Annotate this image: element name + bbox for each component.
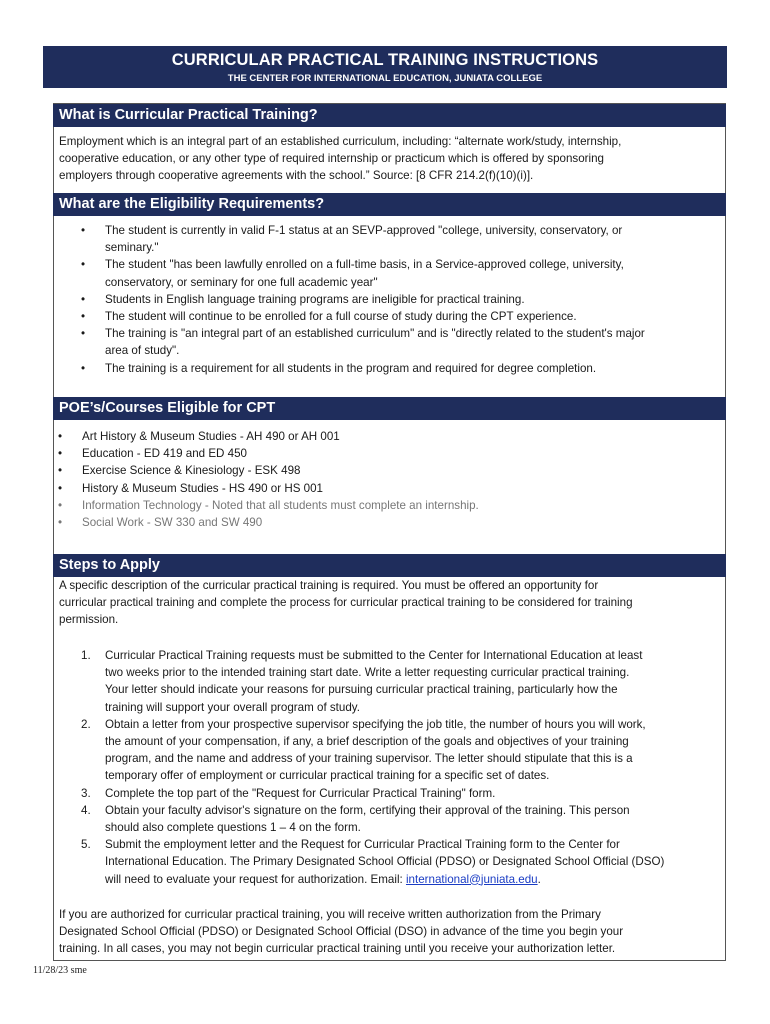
bullet-icon: • xyxy=(58,481,63,495)
text-line: seminary." xyxy=(105,241,159,255)
list-item xyxy=(81,325,715,359)
bullet-icon: • xyxy=(58,430,63,443)
text-line: The student will continue to be enrolled for a full course of study during the CPT experience. xyxy=(105,310,577,324)
text-line: Obtain your faculty advisor's signature on the form, certifying their approval of the training. This person xyxy=(105,803,630,817)
page-subtitle: THE CENTER FOR INTERNATIONAL EDUCATION, JUNIATA COLLEGE xyxy=(227,73,543,84)
text-line: training will support your overall program of study. xyxy=(105,700,360,714)
course-label: Information Technology - Noted that all students must complete an internship. xyxy=(82,498,479,512)
list-item xyxy=(58,480,702,497)
section-heading-eligible-courses: POE’s/Courses Eligible for CPT xyxy=(53,397,726,420)
bullet-icon: • xyxy=(58,498,63,512)
text-line: curricular practical training and complete the process for curricular practical training to be considered for training xyxy=(59,596,633,610)
text-line: two weeks prior to the intended training start date. Write a letter requesting curricular practical training. xyxy=(105,666,630,680)
step-item xyxy=(59,785,719,802)
text-line: The training is "an integral part of an established curriculum" and is "directly related to the student's major xyxy=(105,327,645,341)
bullet-icon: • xyxy=(81,224,86,237)
page-title: CURRICULAR PRACTICAL TRAINING INSTRUCTIONS xyxy=(171,51,599,69)
text-line: The training is a requirement for all students in the program and required for degree completion. xyxy=(105,361,597,375)
text-line: cooperative education, or any other type of required internship or practicum which is offered by sponsoring xyxy=(59,152,604,166)
closing-paragraph xyxy=(59,906,709,958)
eligible-courses-list xyxy=(58,428,702,531)
text-line: permission. xyxy=(59,613,119,627)
step-item xyxy=(59,647,719,716)
step-number: 5. xyxy=(81,838,91,852)
text-line: conservatory, or seminary for one full academic year" xyxy=(105,275,378,289)
text-line: Obtain a letter from your prospective supervisor specifying the job title, the number of hours you will work, xyxy=(105,717,646,731)
text-line: Complete the top part of the "Request for Curricular Practical Training" form. xyxy=(105,786,496,800)
text-line xyxy=(105,871,719,888)
text-line: The student is currently in valid F-1 status at an SEVP-approved "college, university, conservatory, or xyxy=(105,224,623,237)
course-label: Education - ED 419 and ED 450 xyxy=(82,447,247,461)
text-line: If you are authorized for curricular practical training, you will receive written authorization from the Primary xyxy=(59,908,601,921)
text-fragment: will need to evaluate your request for authorization. Email: xyxy=(105,872,406,886)
list-item xyxy=(58,445,702,462)
list-item xyxy=(58,497,702,514)
text-line: Students in English language training programs are ineligible for practical training. xyxy=(105,292,525,306)
text-line: Employment which is an integral part of an established curriculum, including: “alternate work/study, internship, xyxy=(59,135,622,148)
footer-date: 11/28/23 sme xyxy=(33,965,87,976)
eligibility-list xyxy=(81,222,715,377)
list-item xyxy=(81,222,715,256)
text-fragment: . xyxy=(537,872,541,886)
list-item xyxy=(81,256,715,290)
step-number: 3. xyxy=(81,786,91,800)
list-item xyxy=(81,291,715,308)
section-heading-eligibility: What are the Eligibility Requirements? xyxy=(53,193,726,216)
step-number: 1. xyxy=(81,649,91,662)
text-line: Your letter should indicate your reasons for pursuing curricular practical training, particularly how the xyxy=(105,683,618,697)
text-line: employers through cooperative agreements with the school.” Source: [8 CFR 214.2(f)(10)(i)]. xyxy=(59,169,534,183)
text-line: A specific description of the curricular practical training is required. You must be offered an opportunity for xyxy=(59,579,599,592)
list-item xyxy=(58,428,702,445)
bullet-icon: • xyxy=(81,258,86,272)
steps-list xyxy=(59,647,719,888)
list-item xyxy=(58,462,702,479)
course-label: Social Work - SW 330 and SW 490 xyxy=(82,516,263,530)
bullet-icon: • xyxy=(81,327,86,341)
course-label: Art History & Museum Studies - AH 490 or AH 001 xyxy=(82,430,340,443)
cpt-definition xyxy=(59,133,709,185)
list-item xyxy=(81,308,715,325)
course-label: Exercise Science & Kinesiology - ESK 498 xyxy=(82,464,301,478)
bullet-icon: • xyxy=(58,447,63,461)
text-line: the amount of your compensation, if any, a brief description of the goals and objectives of your training xyxy=(105,735,629,749)
steps-intro xyxy=(59,577,709,629)
bullet-icon: • xyxy=(81,292,86,306)
text-line: The student "has been lawfully enrolled on a full-time basis, in a Service-approved college, university, xyxy=(105,258,624,272)
text-line: International Education. The Primary Designated School Official (PDSO) or Designated School Official (DSO) xyxy=(105,855,665,869)
title-banner xyxy=(43,46,727,88)
step-number: 4. xyxy=(81,803,91,817)
section-heading-steps: Steps to Apply xyxy=(53,554,726,577)
step-number: 2. xyxy=(81,717,91,731)
bullet-icon: • xyxy=(58,464,63,478)
text-line: training. In all cases, you may not begin curricular practical training until you receive your authorization letter. xyxy=(59,942,616,956)
text-line: Submit the employment letter and the Request for Curricular Practical Training form to the Center for xyxy=(105,838,620,852)
text-line: Curricular Practical Training requests must be submitted to the Center for International Education at least xyxy=(105,649,643,662)
section-heading-what-is-cpt: What is Curricular Practical Training? xyxy=(53,104,726,127)
bullet-icon: • xyxy=(58,516,63,530)
list-item xyxy=(58,514,702,531)
email-link[interactable]: international@juniata.edu xyxy=(405,872,538,886)
step-item xyxy=(59,836,719,888)
step-item xyxy=(59,716,719,785)
text-line: should also complete questions 1 – 4 on the form. xyxy=(105,821,361,835)
text-line: Designated School Official (PDSO) or Designated School Official (DSO) in advance of the time you begin your xyxy=(59,925,624,939)
bullet-icon: • xyxy=(81,310,86,324)
text-line: temporary offer of employment or curricular practical training for a specific set of dates. xyxy=(105,769,550,783)
bullet-icon: • xyxy=(81,361,86,375)
list-item xyxy=(81,360,715,377)
course-label: History & Museum Studies - HS 490 or HS 001 xyxy=(82,481,323,495)
text-line: program, and the name and address of your training supervisor. The letter should stipulate that this is a xyxy=(105,752,633,766)
step-item xyxy=(59,802,719,836)
text-line: area of study". xyxy=(105,344,180,358)
